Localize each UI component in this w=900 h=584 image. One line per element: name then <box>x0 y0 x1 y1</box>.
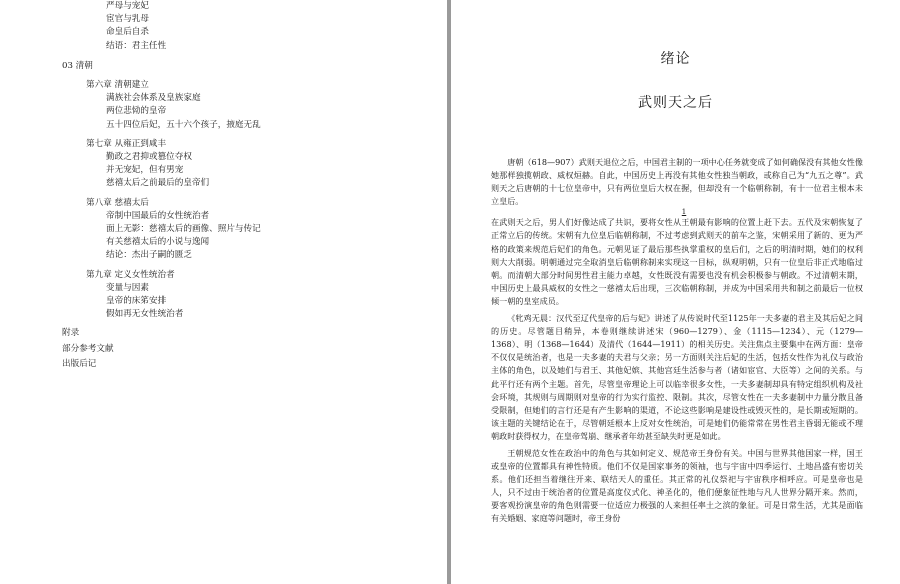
footnote-mark[interactable]: 1 <box>681 208 687 217</box>
toc-entry[interactable]: 变量与因素 <box>106 282 149 293</box>
toc-chapter-6[interactable]: 第六章 清朝建立 <box>86 80 149 91</box>
toc-entry[interactable]: 命皇后自杀 <box>106 27 149 38</box>
paragraph: 在武则天之后，男人们好像达成了共识，要将女性从王朝最有影响的位置上赶下去。五代及宋朝恢复了正常立后的传统。宋朝有九位皇后临朝称制，不过考虑到武则天的前车之鉴，宋朝采用了新的、更为严格的政策来规范后妃们的角色。元朝见证了最后那些执掌重权的皇后们，之后的明清时期，她们的权利则大大削弱。明朝通过完全取消皇后临朝称制来实现这一目标，纵观明朝，只有一位皇后非正式地临过朝。而清朝大部分时间男性君主能力卓越，女性既没有需要也没有机会积极参与朝政。不过清朝末期，中国历史上最具威权的女性之一慈禧太后出现，三次临朝称制，并成为中国采用共和制之前最后一位权倾一朝的皇室成员。 <box>491 217 863 306</box>
paragraph: 王朝规范女性在政治中的角色与其如何定义、规范帝王身份有关。中国与世界其他国家一样，国王或皇帝的位置都具有神性特质。他们不仅是国家事务的领袖，也与宇宙中四季运行、土地昌盛有密切关系。他们还担当着继往开来、联结天人的重任。其正常的礼仪祭祀与宇宙秩序相呼应。可是皇帝也是人，只不过由于统治者的位置是高度仪式化、神圣化的，他们便象征性地与凡人世界分隔开来。然而，要客观扮演皇帝的角色则需要一位适应力极强的人来担任率土之滨的象征。可是日常生活，尤其是面临有关婚姻、家庭等问题时，帝王身份 <box>491 447 863 524</box>
toc-chapter-7[interactable]: 第七章 从雍正到咸丰 <box>86 138 167 149</box>
toc-chapter-9[interactable]: 第九章 定义女性统治者 <box>86 269 175 280</box>
toc-entry[interactable]: 结论：杰出子嗣的匮乏 <box>106 250 192 261</box>
toc-entry[interactable]: 满族社会体系及皇族家庭 <box>106 93 201 104</box>
toc-entry[interactable]: 宦官与乳母 <box>106 14 149 25</box>
toc-afterword[interactable]: 出版后记 <box>62 358 97 369</box>
body-text <box>491 156 863 526</box>
paragraph: 唐朝（618—907）武则天退位之后，中国君主制的一项中心任务就变成了如何确保没有其他女性像她那样独揽朝政、威权烜赫。自此，中国历史上再没有其他女性独当朝政，或称自己为“九五之尊”。武则天之后唐朝的十七位皇帝中，只有两位皇后大权在握，但却没有一个临朝称制，有十一位君主根本未立皇后。 <box>491 157 863 207</box>
toc-part-heading[interactable]: 03 清朝 <box>62 60 93 71</box>
toc-entry[interactable]: 有关慈禧太后的小说与逸闻 <box>106 237 210 248</box>
toc-entry[interactable]: 五十四位后妃，五十六个孩子，掖庭无乱 <box>106 119 261 130</box>
toc-entry[interactable]: 结语：君主任性 <box>106 40 167 51</box>
toc-entry[interactable]: 皇帝的床笫安排 <box>106 296 167 307</box>
toc-entry[interactable]: 慈禧太后之前最后的皇帝们 <box>106 178 210 189</box>
table-of-contents <box>0 0 447 371</box>
toc-entry[interactable]: 假如再无女性统治者 <box>106 309 184 320</box>
toc-entry[interactable]: 严母与宠妃 <box>106 1 149 11</box>
toc-entry[interactable]: 并无宠妃，但有男宠 <box>106 165 184 176</box>
paragraph: 《牝鸡无晨：汉代至辽代皇帝的后与妃》讲述了从传说时代至1125年一夫多妻的君主及其后妃之间的历史。尽管题目稍异，本卷则继续讲述宋（960—1279）、金（1115—1234）、元（1279—1368）、明（1368—1644）及清代（1644—1911）的相关历史。关注焦点主要集中在两方面：皇帝不仅仅是统治者，也是一夫多妻的夫君与父亲；另一方面则关注后妃的生活，包括女性作为礼仪与政治主体的角色，以及她们与君王、其他妃嫔、其他宫廷生活参与者（诸如宦官、大臣等）之间的关系。与此平行还有两个主题。首先，尽管皇帝理论上可以临幸很多女性，一夫多妻制却具有特定组织机构及社会环境，其规则与周期则对皇帝的行为实行监控、限制。其次，尽管女性在一夫多妻制中力量分散且备受限制，但她们的言行还是有产生影响的渠道，不论这些影响是建设性或毁灭性的，是长期或短期的。该主题的关键结论在于，尽管朝廷根本上反对女性统治，可是她们仍能常常在男性君主昏弱无能或不理朝政时获得权力，在皇帝驾崩、继承者年幼甚至缺失时更是如此。 <box>491 313 863 441</box>
toc-chapter-8[interactable]: 第八章 慈禧太后 <box>86 197 149 208</box>
left-page <box>0 0 447 584</box>
section-subtitle: 武则天之后 <box>638 95 713 111</box>
right-page <box>451 0 900 584</box>
toc-entry[interactable]: 勤政之君抑或篡位夺权 <box>106 152 192 163</box>
toc-entry[interactable]: 帝制中国最后的女性统治者 <box>106 210 210 221</box>
toc-entry[interactable]: 两位悲恸的皇帝 <box>106 106 167 117</box>
toc-entry[interactable]: 面上无影：慈禧太后的画像、照片与传记 <box>106 224 261 235</box>
section-title: 绪论 <box>660 51 691 67</box>
toc-appendix[interactable]: 附录 <box>62 328 80 339</box>
toc-references[interactable]: 部分参考文献 <box>62 343 114 354</box>
